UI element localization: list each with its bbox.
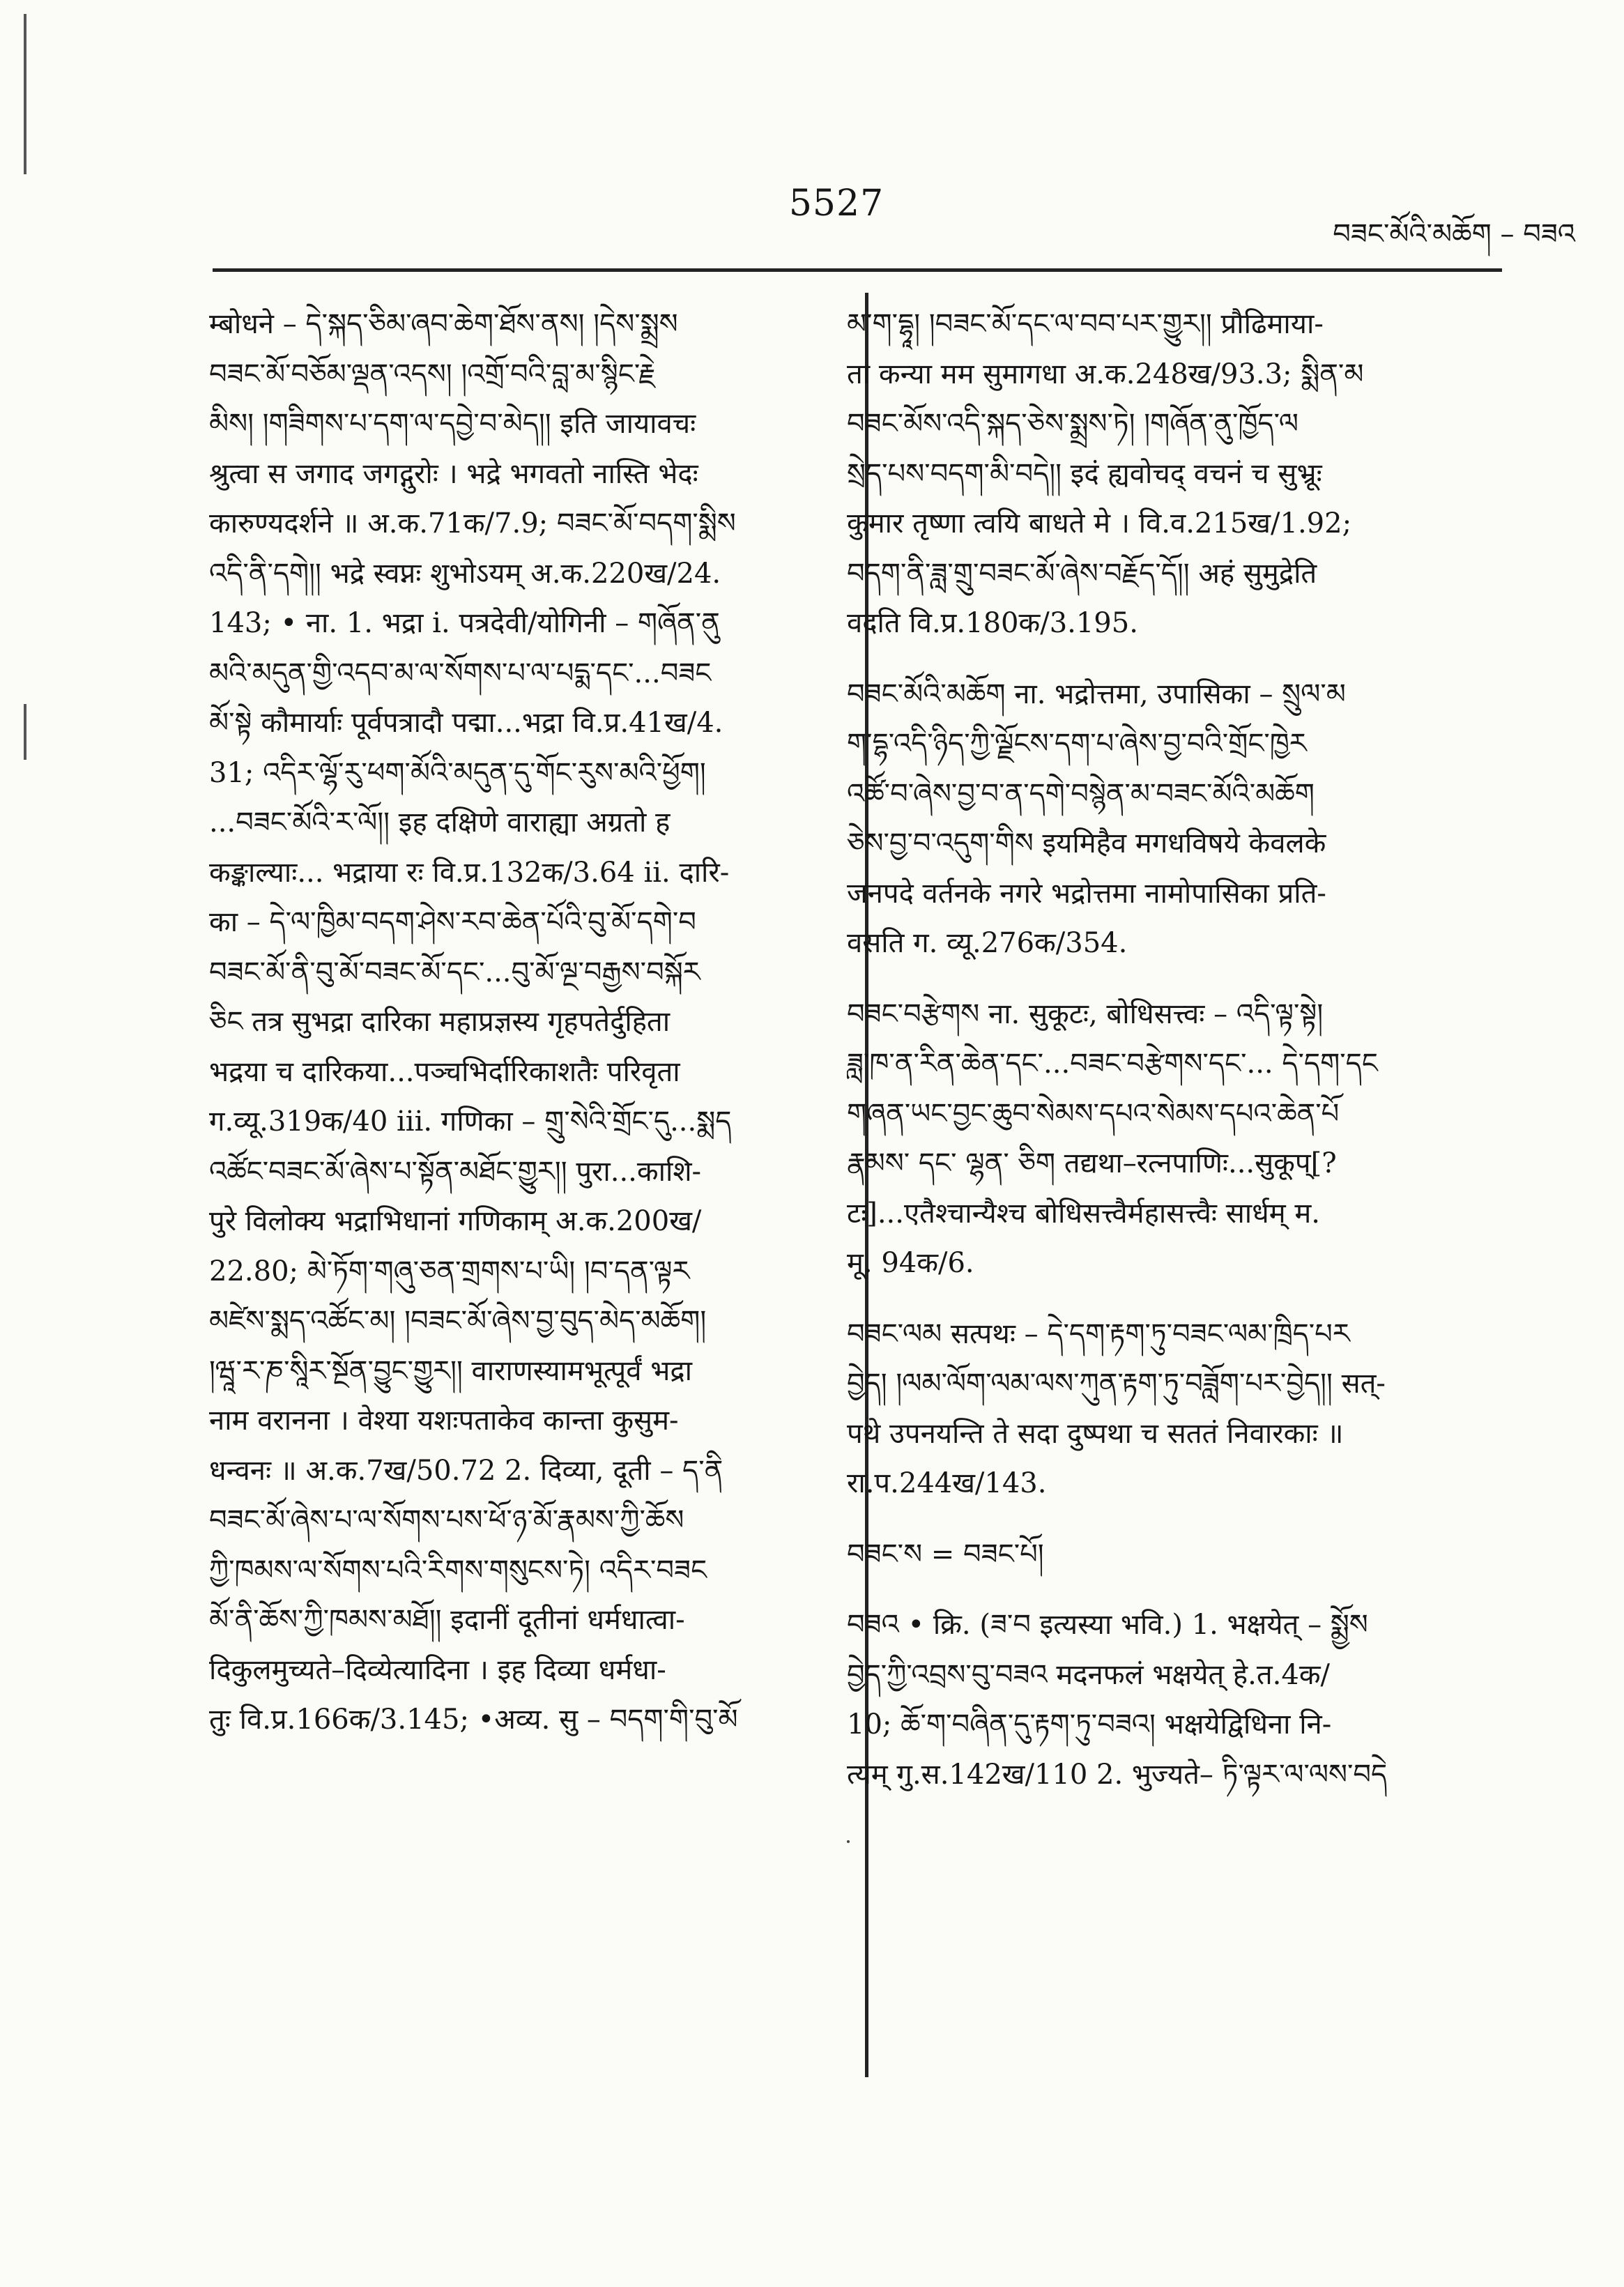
text-line: མོ་སྟེ कौमार्याः पूर्वपत्रादौ पद्मा...भद्रा वि.प्र.41ख/4.	[209, 707, 723, 739]
text-line: वदति वि.प्र.180क/3.195.	[847, 607, 1138, 639]
text-line: གཞན་ཡང་བྱང་ཆུབ་སེམས་དཔའ་སེམས་དཔའ་ཆེན་པོ	[847, 1097, 1340, 1130]
text-line: བཟང་ས = བཟང་པོ།	[847, 1538, 1044, 1570]
text-line: ग.व्यू.319क/40 iii. गणिका – གྲུ་སེའི་གྲོང་དུ...སྨད	[209, 1106, 732, 1138]
text-line: ཀྱི་ཁམས་ལ་སོགས་པའི་རིགས་གསུངས་ཏེ། འདིར་བཟང	[209, 1554, 707, 1586]
text-line: བཟའ • क्रि. (ཟ་བ इत्यस्या भवि.) 1. भक्षयेत् – སྨྱོས	[847, 1609, 1368, 1641]
header-rule	[213, 268, 1502, 272]
scan-edge-mark-mid	[24, 704, 26, 760]
text-line: कुमार तृष्णा त्वयि बाधते मे । वि.व.215ख/1.92;	[847, 507, 1352, 540]
entry-spacer	[847, 649, 1519, 670]
text-line: འཚོ་བ་ཞེས་བྱ་བ་ན་དགེ་བསྙེན་མ་བཟང་མོའི་མཆོག	[847, 777, 1315, 810]
text-line: འདི་ནི་དགེ།། भद्रे स्वप्नः शुभोऽयम् अ.क.220ख/24.	[209, 557, 721, 590]
text-line: བདག་ནི་ཟླ་གྲུ་བཟང་མོ་ཞེས་བརྗོད་དོ།། अहं सुमुद्रेति	[847, 557, 1317, 590]
text-line: भद्रया च दारिकया...पञ्चभिर्दारिकाशतैः परिवृता	[209, 1055, 680, 1088]
text-line: कङ्काल्याः... भद्राया रः वि.प्र.132क/3.64 ii. दारि-	[209, 856, 730, 889]
text-line: བཟང་མོ་ནི་བུ་མོ་བཟང་མོ་དང་...བུ་མོ་ལྔ་བརྒྱས་བསྐོར	[209, 956, 700, 988]
text-line: བཟང་མོའི་མཆོག ना. भद्रोत्तमा, उपासिका – སྲུལ་མ	[847, 678, 1346, 710]
text-line: ता कन्या मम सुमागधा अ.क.248ख/93.3; སྨིན་མ	[847, 358, 1364, 390]
text-line: नाम वरानना । वेश्या यशःपताकेव कान्ता कुसुम-	[209, 1405, 679, 1437]
text-line: མོ་ནི་ཆོས་ཀྱི་ཁམས་མཐོ།། इदानीं दूतीनां धर्मधात्वा-	[209, 1604, 685, 1636]
dictionary-entry	[847, 1600, 1519, 1800]
text-line: पथे उपनयन्ति ते सदा दुष्पथा च सततं निवारकाः ॥	[847, 1417, 1344, 1450]
text-line: མའི་མདུན་གྱི་འདབ་མ་ལ་སོགས་པ་ལ་པདྨ་དང་...བཟང	[209, 657, 712, 689]
entry-spacer	[847, 969, 1519, 990]
text-line: धन्वनः ॥ अ.क.7ख/50.72 2. दिव्या, दूती – ད་ནི	[209, 1454, 723, 1487]
text-line: 143; • ना. 1. भद्रा i. पत्रदेवी/योगिनी – གཞོན་ནུ	[209, 607, 720, 639]
text-line: མཛེས་སྨད་འཚོང་མ། །བཟང་མོ་ཞེས་བྱ་བུད་མེད་མཆོག།	[209, 1305, 707, 1337]
text-line: रा.प.244ख/143.	[847, 1467, 1047, 1499]
text-line: वसति ग. व्यू.276क/354.	[847, 927, 1128, 959]
dictionary-entry	[847, 1530, 1519, 1580]
text-line: 31; འདིར་ལྷོ་རུ་ཕག་མོའི་མདུན་དུ་གོང་རུས་མའི་ཕྱོག།	[209, 756, 706, 789]
running-head: བཟང་མོའི་མཆོག – བཟའ	[1333, 218, 1575, 250]
dictionary-entry	[847, 300, 1519, 649]
text-line: 10; ཆོ་ག་བཞིན་དུ་རྟག་ཏུ་བཟའ། भक्षयेद्विधिना नि-	[847, 1708, 1332, 1741]
text-line: तुः वि.प्र.166क/3.145; •अव्य. सु – བདག་གི་བུ་མོ	[209, 1704, 738, 1736]
text-line: 22.80; མེ་ཏོག་གཞུ་ཅན་གྲགས་པ་ཡི། །བ་དན་ལྟར	[209, 1255, 690, 1287]
text-line: འཚོང་བཟང་མོ་ཞེས་པ་སྟོན་མཐོང་གྱུར།། पुरा...काशि-	[209, 1155, 702, 1188]
entry-spacer	[847, 1580, 1519, 1600]
text-line: ...བཟང་མོའི་ར་ལོ།། इह दक्षिणे वाराह्या अग्रतो ह	[209, 806, 671, 839]
text-line: मू. 94क/6.	[847, 1247, 974, 1279]
text-line: का – དེ་ལ་ཁྱིམ་བདག་ཤེས་རབ་ཆེན་པོའི་བུ་མོ་དགེ་བ	[209, 906, 696, 938]
text-line: ག་དྷ་འདི་ཉིད་ཀྱི་ལྗོངས་དག་པ་ཞེས་བྱ་བའི་གྲོང་ཁྱེར	[847, 728, 1307, 760]
text-line: दिकुलमुच्यते–दिव्येत्यादिना । इह दिव्या धर्मधा-	[209, 1653, 666, 1686]
text-line: བཟང་བརྩེགས ना. सुकूटः, बोधिसत्त्वः – འདི་ལྟ་སྟེ།	[847, 997, 1324, 1030]
text-line: त्यम् गु.स.142ख/110 2. भुज्यते– ཏི་ལྟར་ལ་ལས་བདེ	[847, 1758, 1388, 1791]
stray-dot	[847, 1840, 850, 1843]
text-line: བཟང་མོས་འདི་སྐད་ཅེས་སྨྲས་ཏེ། །གཞོན་ནུ་ཁྱོད་ལ	[847, 408, 1299, 440]
text-line: བཟང་མོ་ཞེས་པ་ལ་སོགས་པས་ཕོ་ཉ་མོ་རྣམས་ཀྱི་ཆོས	[209, 1504, 684, 1536]
text-line: ཟླ་ཁ་ན་རིན་ཆེན་དང་...བཟང་བརྩེགས་དང་... དེ་དག་དང	[847, 1048, 1378, 1080]
text-line: མ་ག་དྷཱ། །བཟང་མོ་དང་ལ་བབ་པར་གྱུར།། प्रौढिमाया-	[847, 308, 1324, 340]
text-line: བཟང་ལམ सत्पथः – དེ་དག་རྟག་ཏུ་བཟང་ལམ་ཁྲིད་པར	[847, 1317, 1350, 1350]
text-line: རྣམས་ དང་ ལྷན་ ཅིག तद्यथा–रत्नपाणिः...सुकूप्[?	[847, 1147, 1337, 1179]
entry-spacer	[847, 1289, 1519, 1310]
text-line: श्रुत्वा स जगाद जगद्गुरोः । भद्रे भगवतो नास्ति भेदः	[209, 457, 698, 490]
dictionary-entry	[847, 1310, 1519, 1509]
left-column	[209, 300, 836, 1745]
dictionary-entry	[847, 670, 1519, 969]
text-line: བྱེད་ཀྱི་འབྲས་བུ་བཟའ मदनफलं भक्षयेत् हे.त.4क/	[847, 1658, 1331, 1691]
right-column	[847, 300, 1519, 1800]
scan-edge-mark-top	[24, 14, 26, 174]
entry-spacer	[847, 1509, 1519, 1530]
text-line: བྱེད། །ལམ་ལོག་ལམ་ལས་ཀུན་རྟག་ཏུ་བཟློག་པར་བྱེད།། सत्-	[847, 1368, 1386, 1400]
text-line: བཟང་མོ་བཅོམ་ལྡན་འདས། །འགྲོ་བའི་བླ་མ་སྙིང་རྗེ	[209, 358, 656, 390]
text-line: ཅེས་བྱ་བ་འདུག་གིས इयमिहैव मगधविषये केवलके	[847, 827, 1326, 859]
text-line: जनपदे वर्तनके नगरे भद्रोत्तमा नामोपासिका प्रति-	[847, 877, 1326, 910]
text-line: མིས། །གཟིགས་པ་དག་ལ་དབྱེ་བ་མེད།། इति जायावचः	[209, 408, 696, 440]
text-line: टः]...एतैश्चान्यैश्च बोधिसत्त्वैर्महासत्त्वैः सार्धम् म.	[847, 1197, 1320, 1230]
text-line: ཅིང तत्र सुभद्रा दारिका महाप्रज्ञस्य गृहपतेर्दुहिता	[209, 1006, 671, 1038]
text-line: म्बोधने – དེ་སྐད་ཅིམ་ཞབ་ཆེག་ཐོས་ནས། །དེས་སྨྲས	[209, 308, 678, 340]
page-number: 5527	[788, 183, 884, 224]
dictionary-entry	[847, 990, 1519, 1289]
text-line: །ཝཱ་ར་ཎ་སཱིར་སྔོན་བྱུང་གྱུར།། वाराणस्यामभूत्पूर्वं भद्रा	[209, 1354, 692, 1387]
text-line: पुरे विलोक्य भद्राभिधानां गणिकाम् अ.क.200ख/	[209, 1205, 702, 1237]
text-line: कारुण्यदर्शने ॥ अ.क.71क/7.9; བཟང་མོ་བདག་སྨིས	[209, 507, 736, 540]
text-line: སྲེད་པས་བདག་མི་བདེ།། इदं ह्यवोचद् वचनं च सुभ्रूः	[847, 457, 1322, 490]
